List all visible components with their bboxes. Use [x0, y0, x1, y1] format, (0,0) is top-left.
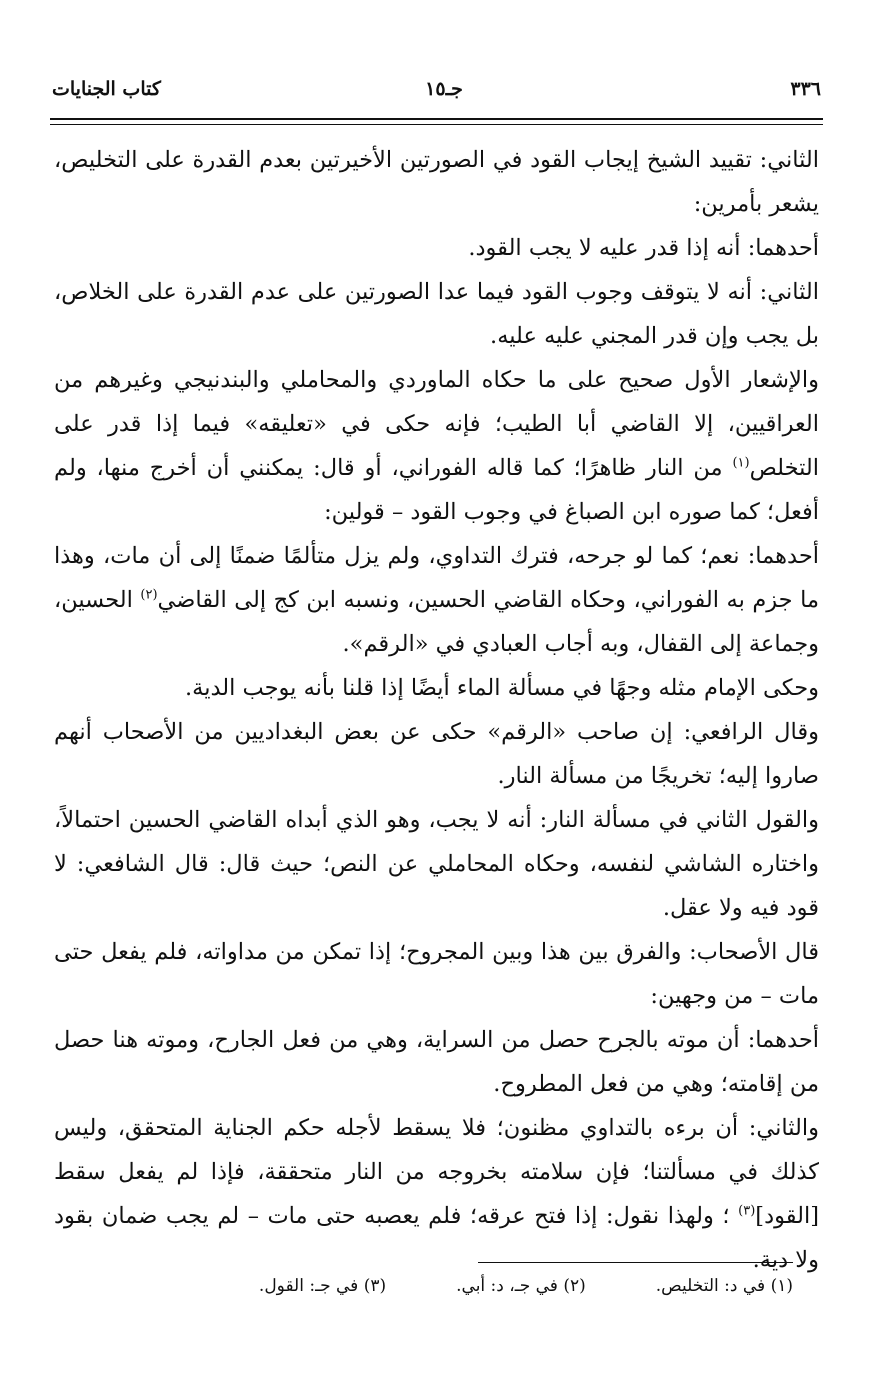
paragraph-text: من النار ظاهرًا؛ كما قاله الفوراني، أو قال: يمكنني أن أخرج منها، ولم أفعل؛ كما صوره ابن الصباغ في وجوب القود – قولين: — [54, 455, 819, 525]
volume-label: جـ١٥ — [425, 78, 463, 100]
paragraph-text: والإشعار الأول صحيح على ما حكاه الماوردي والمحاملي والبندنيجي وغيرهم من العراقيين، إلا القاضي أبا الطيب؛ فإنه حكى في «تعليقه» فيما إذا قدر على التخلص — [54, 367, 820, 481]
header-rule — [50, 118, 823, 120]
paragraph — [54, 534, 819, 666]
paragraph: وقال الرافعي: إن صاحب «الرقم» حكى عن بعض البغداديين من الأصحاب أنهم صاروا إليه؛ تخريجًا من مسألة النار. — [54, 719, 819, 789]
book-title: كتاب الجنايات — [52, 78, 161, 100]
footnote-ref[interactable]: (١) — [732, 455, 750, 471]
paragraph-text: أحدهما: نعم؛ كما لو جرحه، فترك التداوي، ولم يزل متألمًا ضمنًا إلى أن مات، وهذا ما جزم به الفوراني، وحكاه القاضي الحسين، ونسبه ابن كج إلى القاضي — [54, 543, 820, 613]
main-text — [54, 138, 820, 1273]
footnote-text: في جـ، د: أبي. — [456, 1276, 558, 1296]
footnotes — [120, 1276, 793, 1316]
paragraph — [54, 1106, 819, 1282]
paragraph: وحكى الإمام مثله وجهًا في مسألة الماء أيضًا إذا قلنا بأنه يوجب الدية. — [185, 675, 819, 701]
page-number: ٣٣٦ — [790, 78, 821, 100]
footnote — [656, 1276, 793, 1316]
paragraph-text: ؛ ولهذا نقول: إذا فتح عرقه؛ فلم يعصبه حتى مات – لم يجب ضمان بقود ولا دية. — [54, 1203, 819, 1273]
paragraph-text: الحسين، وجماعة إلى القفال، وبه أجاب العبادي في «الرقم». — [54, 587, 819, 657]
paragraph: أحدهما: أن موته بالجرح حصل من السراية، وهي من فعل الجارح، وموته هنا حصل من إقامته؛ وهي من فعل المطروح. — [54, 1027, 819, 1097]
footnote-marker: (١) — [770, 1276, 793, 1296]
paragraph: الثاني: أنه لا يتوقف وجوب القود فيما عدا الصورتين على عدم القدرة على الخلاص، بل يجب وإن قدر المجني عليه عليه. — [54, 279, 819, 349]
paragraph-text: والثاني: أن برءه بالتداوي مظنون؛ فلا يسقط لأجله حكم الجناية المتحقق، وليس كذلك في مسألتنا؛ فإن سلامته بخروجه من النار متحققة، فإذا لم يفعل سقط [القود] — [54, 1115, 819, 1229]
footnote — [259, 1276, 386, 1316]
footnote-rule — [478, 1262, 793, 1263]
header-rule-thin — [50, 124, 823, 125]
paragraph: الثاني: تقييد الشيخ إيجاب القود في الصورتين الأخيرتين بعدم القدرة على التخليص، يشعر بأمرين: — [54, 147, 819, 217]
footnote-marker: (٢) — [563, 1276, 586, 1296]
footnote-text: في جـ: القول. — [258, 1276, 359, 1296]
footnote — [456, 1276, 586, 1316]
paragraph: أحدهما: أنه إذا قدر عليه لا يجب القود. — [468, 235, 819, 261]
footnote-marker: (٣) — [363, 1276, 387, 1296]
paragraph: والقول الثاني في مسألة النار: أنه لا يجب، وهو الذي أبداه القاضي الحسين احتمالاً، واختاره الشاشي لنفسه، وحكاه المحاملي عن النص؛ حيث قال: قال الشافعي: لا قود فيه ولا عقل. — [54, 807, 819, 921]
footnote-text: في د: التخليص. — [655, 1276, 766, 1296]
paragraph — [54, 358, 819, 534]
footnote-ref[interactable]: (٢) — [140, 587, 158, 603]
running-header — [52, 78, 821, 112]
footnote-ref[interactable]: (٣) — [738, 1203, 756, 1219]
paragraph: قال الأصحاب: والفرق بين هذا وبين المجروح؛ إذا تمكن من مداواته، فلم يفعل حتى مات – من وجهين: — [54, 939, 819, 1009]
